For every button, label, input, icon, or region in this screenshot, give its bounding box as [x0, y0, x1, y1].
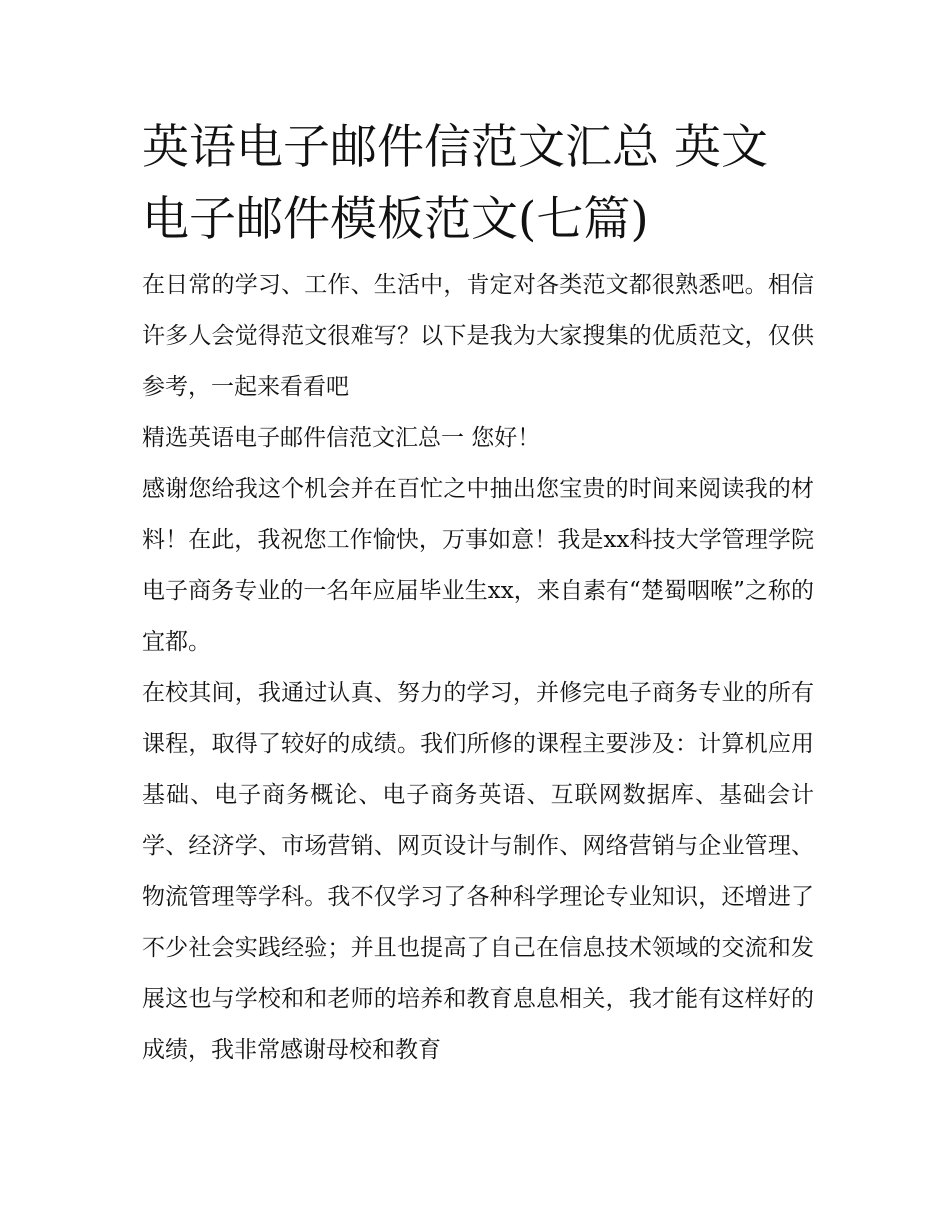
- document-title: 英语电子邮件信范文汇总 英文电子邮件模板范文(七篇): [142, 120, 768, 247]
- intro-paragraph: 在日常的学习、工作、生活中，肯定对各类范文都很熟悉吧。相信许多人会觉得范文很难写？以下是我为大家搜集的优质范文，仅供参考，一起来看看吧: [142, 272, 814, 400]
- body-paragraph-thanks: 感谢您给我这个机会并在百忙之中抽出您宝贵的时间来阅读我的材料！在此，我祝您工作愉快，万事如意！我是xx科技大学管理学院电子商务专业的一名年应届毕业生xx，来自素有“楚蜀咽喉”之称的宜都。: [142, 476, 814, 655]
- document-page: [142, 112, 814, 1076]
- body-paragraph-study: 在校其间，我通过认真、努力的学习，并修完电子商务专业的所有课程，取得了较好的成绩。我们所修的课程主要涉及：计算机应用基础、电子商务概论、电子商务英语、互联网数据库、基础会计学、经济学、市场营销、网页设计与制作、网络营销与企业管理、物流管理等学科。我不仅学习了各种科学理论专业知识，还增进了不少社会实践经验；并且也提高了自己在信息技术领域的交流和发展这也与学校和和老师的培养和教育息息相关，我才能有这样好的成绩，我非常感谢母校和教育: [142, 680, 814, 1063]
- section-heading: 精选英语电子邮件信范文汇总一 您好！: [142, 425, 541, 451]
